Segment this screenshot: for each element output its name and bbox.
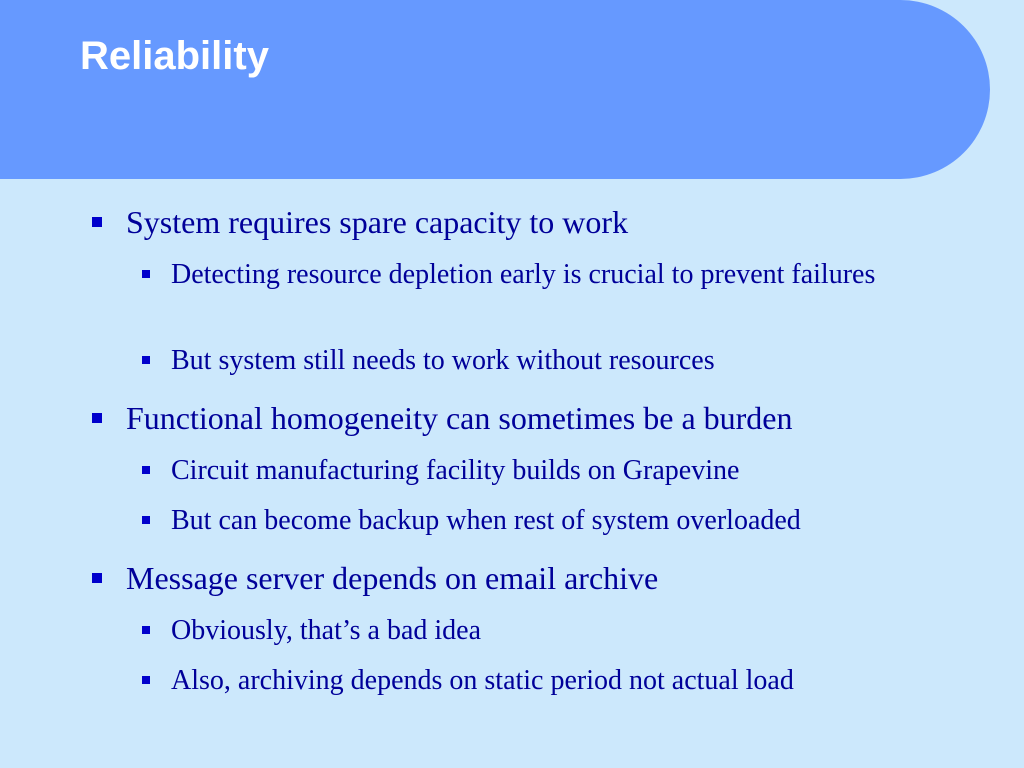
sub-bullet-text: Also, archiving depends on static period not actual load (171, 665, 794, 696)
square-bullet-icon (142, 270, 150, 278)
square-bullet-icon (92, 217, 102, 227)
bullet-text: Message server depends on email archive (126, 560, 659, 596)
sub-bullet-text: Circuit manufacturing facility builds on Grapevine (171, 455, 740, 486)
sub-bullet-text: But system still needs to work without resources (171, 345, 715, 376)
bullet-text: Functional homogeneity can sometimes be a burden (126, 400, 793, 436)
sub-bullet-item (142, 613, 942, 649)
sub-bullet-text: Detecting resource depletion early is crucial to prevent failures (171, 259, 876, 290)
sub-bullet-text: But can become backup when rest of system overloaded (171, 505, 801, 536)
square-bullet-icon (142, 466, 150, 474)
sub-bullet-item (142, 503, 942, 539)
slide-title: Reliability (80, 34, 269, 78)
bullet-text: System requires spare capacity to work (126, 204, 629, 240)
bullet-item (92, 559, 972, 597)
square-bullet-icon (142, 676, 150, 684)
sub-bullet-item (142, 257, 942, 293)
square-bullet-icon (92, 573, 102, 583)
square-bullet-icon (142, 356, 150, 364)
sub-bullet-item (142, 663, 942, 699)
bullet-item (92, 203, 972, 241)
sub-bullet-item (142, 343, 942, 379)
square-bullet-icon (92, 413, 102, 423)
sub-bullet-item (142, 453, 942, 489)
sub-bullet-text: Obviously, that’s a bad idea (171, 615, 482, 646)
bullet-item (92, 399, 972, 437)
square-bullet-icon (142, 626, 150, 634)
square-bullet-icon (142, 516, 150, 524)
